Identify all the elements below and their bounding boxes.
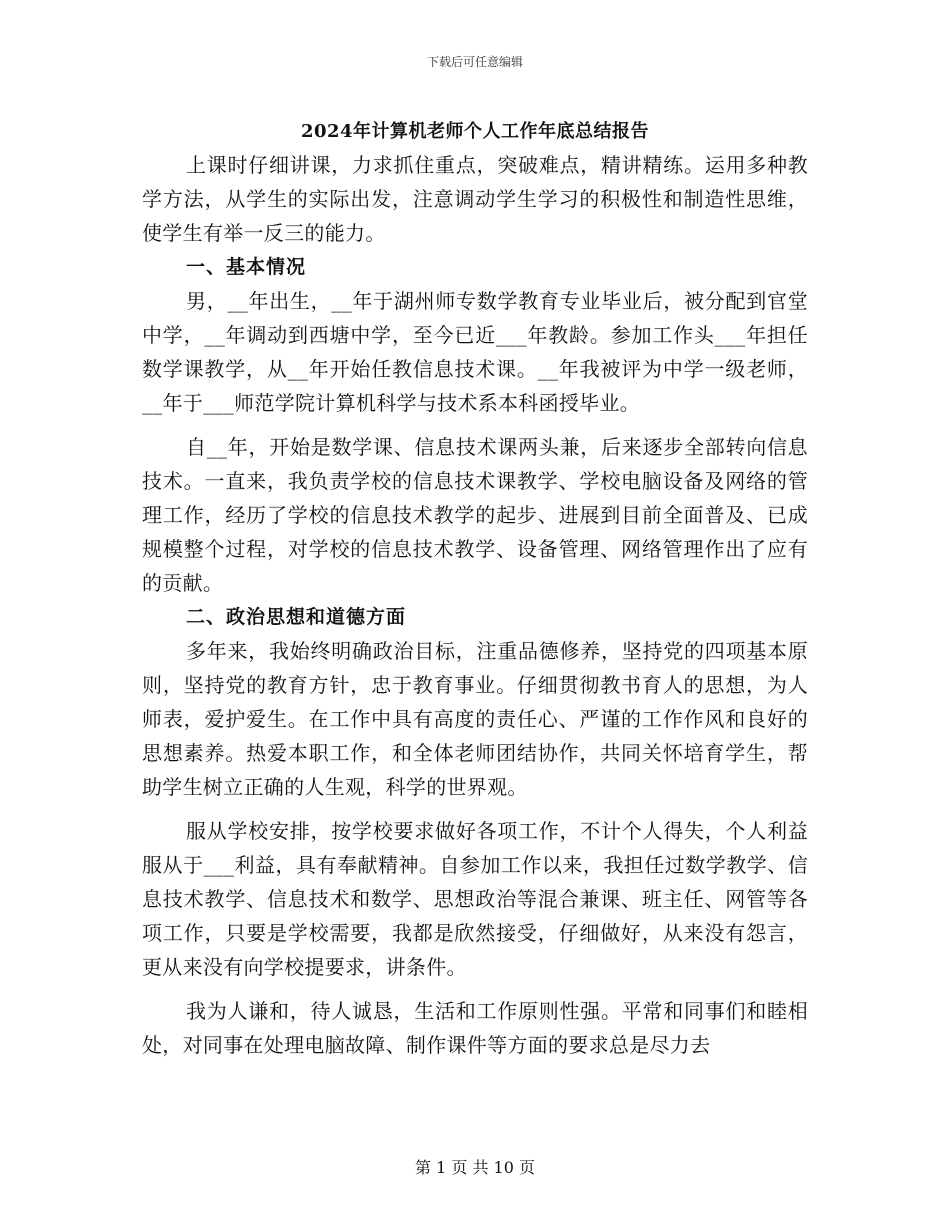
paragraph: 自__年，开始是数学课、信息技术课两头兼，后来逐步全部转向信息技术。一直来，我负责学校的信息技术课教学、学校电脑设备及网络的管理工作，经历了学校的信息技术教学的起步、进展到目前全面普及、已成规模整个过程，对学校的信息技术教学、设备管理、网络管理作出了应有的贡献。 <box>142 435 808 595</box>
paragraph: 多年来，我始终明确政治目标，注重品德修养，坚持党的四项基本原则，坚持党的教育方针，忠于教育事业。仔细贯彻教书育人的思想，为人师表，爱护爱生。在工作中具有高度的责任心、严谨的工作作风和良好的思想素养。热爱本职工作，和全体老师团结协作，共同关怀培育学生，帮助学生树立正确的人生观，科学的世界观。 <box>142 639 808 799</box>
page-number: 第 1 页 共 10 页 <box>415 1158 535 1177</box>
header-note: 下载后可任意编辑 <box>426 55 523 69</box>
document-title: 2024年计算机老师个人工作年底总结报告 <box>300 121 650 142</box>
document-body <box>142 148 808 1062</box>
paragraph: 服从学校安排，按学校要求做好各项工作，不计个人得失，个人利益服从于___利益，具有奉献精神。自参加工作以来，我担任过数学教学、信息技术教学、信息技术和数学、思想政治等混合兼课、班主任、网管等各项工作，只要是学校需要，我都是欣然接受，仔细做好，从来没有怨言，更从来没有向学校提要求，讲条件。 <box>142 819 808 979</box>
paragraph: 男，__年出生，__年于湖州师专数学教育专业毕业后，被分配到官堂中学，__年调动到西塘中学，至今已近___年教龄。参加工作头___年担任数学课教学，从__年开始任教信息技术课。__年我被评为中学一级老师，__年于___师范学院计算机科学与技术系本科函授毕业。 <box>142 289 808 415</box>
section-heading-politics-morals: 二、政治思想和道德方面 <box>186 606 407 628</box>
section-heading-basic-info: 一、基本情况 <box>186 256 307 278</box>
intro-paragraph: 上课时仔细讲课，力求抓住重点，突破难点，精讲精练。运用多种教学方法，从学生的实际出发，注意调动学生学习的积极性和制造性思维，使学生有举一反三的能力。 <box>142 153 808 245</box>
paragraph: 我为人谦和，待人诚恳，生活和工作原则性强。平常和同事们和睦相处，对同事在处理电脑故障、制作课件等方面的要求总是尽力去 <box>142 999 808 1057</box>
